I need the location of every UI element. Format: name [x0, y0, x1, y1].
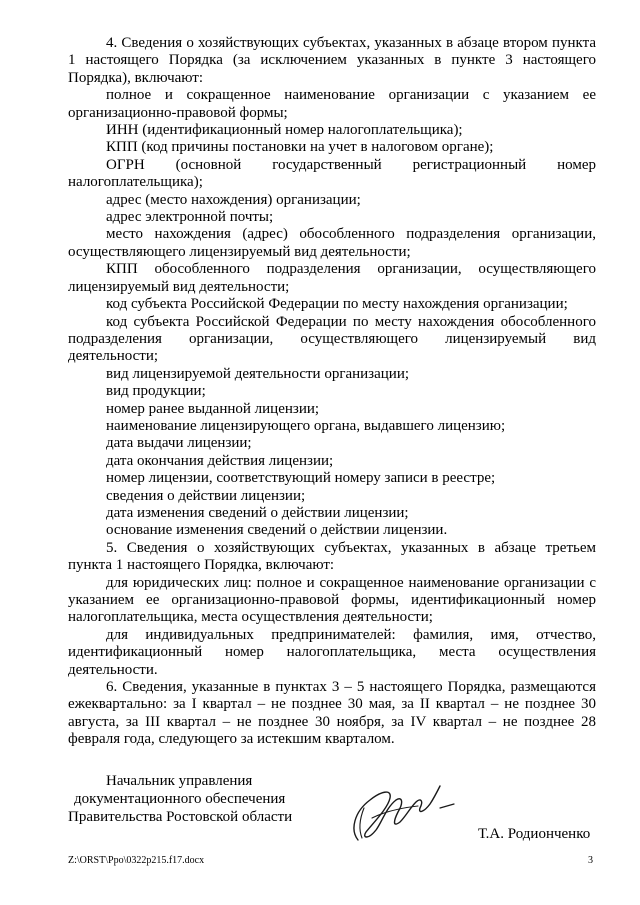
list-item: для индивидуальных предпринимателей: фамилия, имя, отчество, идентификационный номер налогоплательщика, места осуществления деятельности. — [68, 626, 596, 678]
list-item: номер ранее выданной лицензии; — [106, 400, 320, 417]
list-item: основание изменения сведений о действии лицензии. — [106, 522, 448, 539]
signatory-title-line: Правительства Ростовской области — [68, 809, 293, 825]
list-item: код субъекта Российской Федерации по месту нахождения организации; — [106, 296, 568, 313]
list-item: сведения о действии лицензии; — [106, 487, 306, 504]
page-number: 3 — [588, 855, 593, 866]
signatory-title — [68, 772, 328, 826]
signatory-name: Т.А. Родионченко — [478, 826, 591, 842]
signatory-title-line: Начальник управления — [106, 773, 253, 789]
list-item: ИНН (идентификационный номер налогоплательщика); — [106, 122, 463, 139]
list-item: место нахождения (адрес) обособленного подразделения организации, осуществляющего лицензируемый вид деятельности; — [68, 226, 596, 260]
list-item: дата окончания действия лицензии; — [106, 452, 334, 469]
list-item: адрес электронной почты; — [106, 209, 274, 226]
list-item: дата изменения сведений о действии лицензии; — [106, 504, 409, 521]
list-item: вид продукции; — [106, 383, 206, 400]
paragraph-4-intro: 4. Сведения о хозяйствующих субъектах, указанных в абзаце втором пункта 1 настоящего Порядка (за исключением указанных в пункте 3 настоящего Порядка), включают: — [68, 35, 596, 86]
list-item: ОГРН (основной государственный регистрационный номер налогоплательщика); — [68, 156, 596, 191]
footer-file-path: Z:\ORST\Ppo\0322p215.f17.docx — [68, 855, 205, 866]
document-body — [68, 35, 596, 749]
paragraph-5-intro: 5. Сведения о хозяйствующих субъектах, указанных в абзаце третьем пункта 1 настоящего Порядка, включают: — [68, 539, 596, 574]
handwritten-signature-icon — [340, 778, 460, 848]
list-item: наименование лицензирующего органа, выдавшего лицензию; — [106, 417, 506, 434]
list-item: КПП обособленного подразделения организации, осуществляющего лицензируемый вид деятельности; — [68, 261, 596, 295]
list-item: дата выдачи лицензии; — [106, 435, 252, 452]
list-item: код субъекта Российской Федерации по месту нахождения обособленного подразделения организации, осуществляющего лицензируемый вид деятельности; — [68, 313, 596, 365]
list-item: для юридических лиц: полное и сокращенное наименование организации с указанием ее организационно-правовой формы, идентификационный номер налогоплательщика, места осуществления деятельности; — [68, 574, 596, 626]
list-item: адрес (место нахождения) организации; — [106, 191, 361, 208]
list-item: номер лицензии, соответствующий номеру записи в реестре; — [106, 470, 496, 487]
signatory-title-line: документационного обеспечения — [74, 791, 286, 807]
paragraph-6: 6. Сведения, указанные в пунктах 3 – 5 настоящего Порядка, размещаются ежеквартально: за I квартал – не позднее 30 мая, за II квартал – не позднее 30 августа, за III квартал – не позднее 30 ноября, за IV квартал – не позднее 28 февраля года, следующего за истекшим кварталом. — [68, 679, 596, 748]
list-item: полное и сокращенное наименование организации с указанием ее организационно-правовой формы; — [68, 87, 596, 121]
signature-drawing — [340, 778, 460, 848]
list-item: вид лицензируемой деятельности организации; — [106, 365, 410, 382]
list-item: КПП (код причины постановки на учет в налоговом органе); — [106, 139, 494, 156]
